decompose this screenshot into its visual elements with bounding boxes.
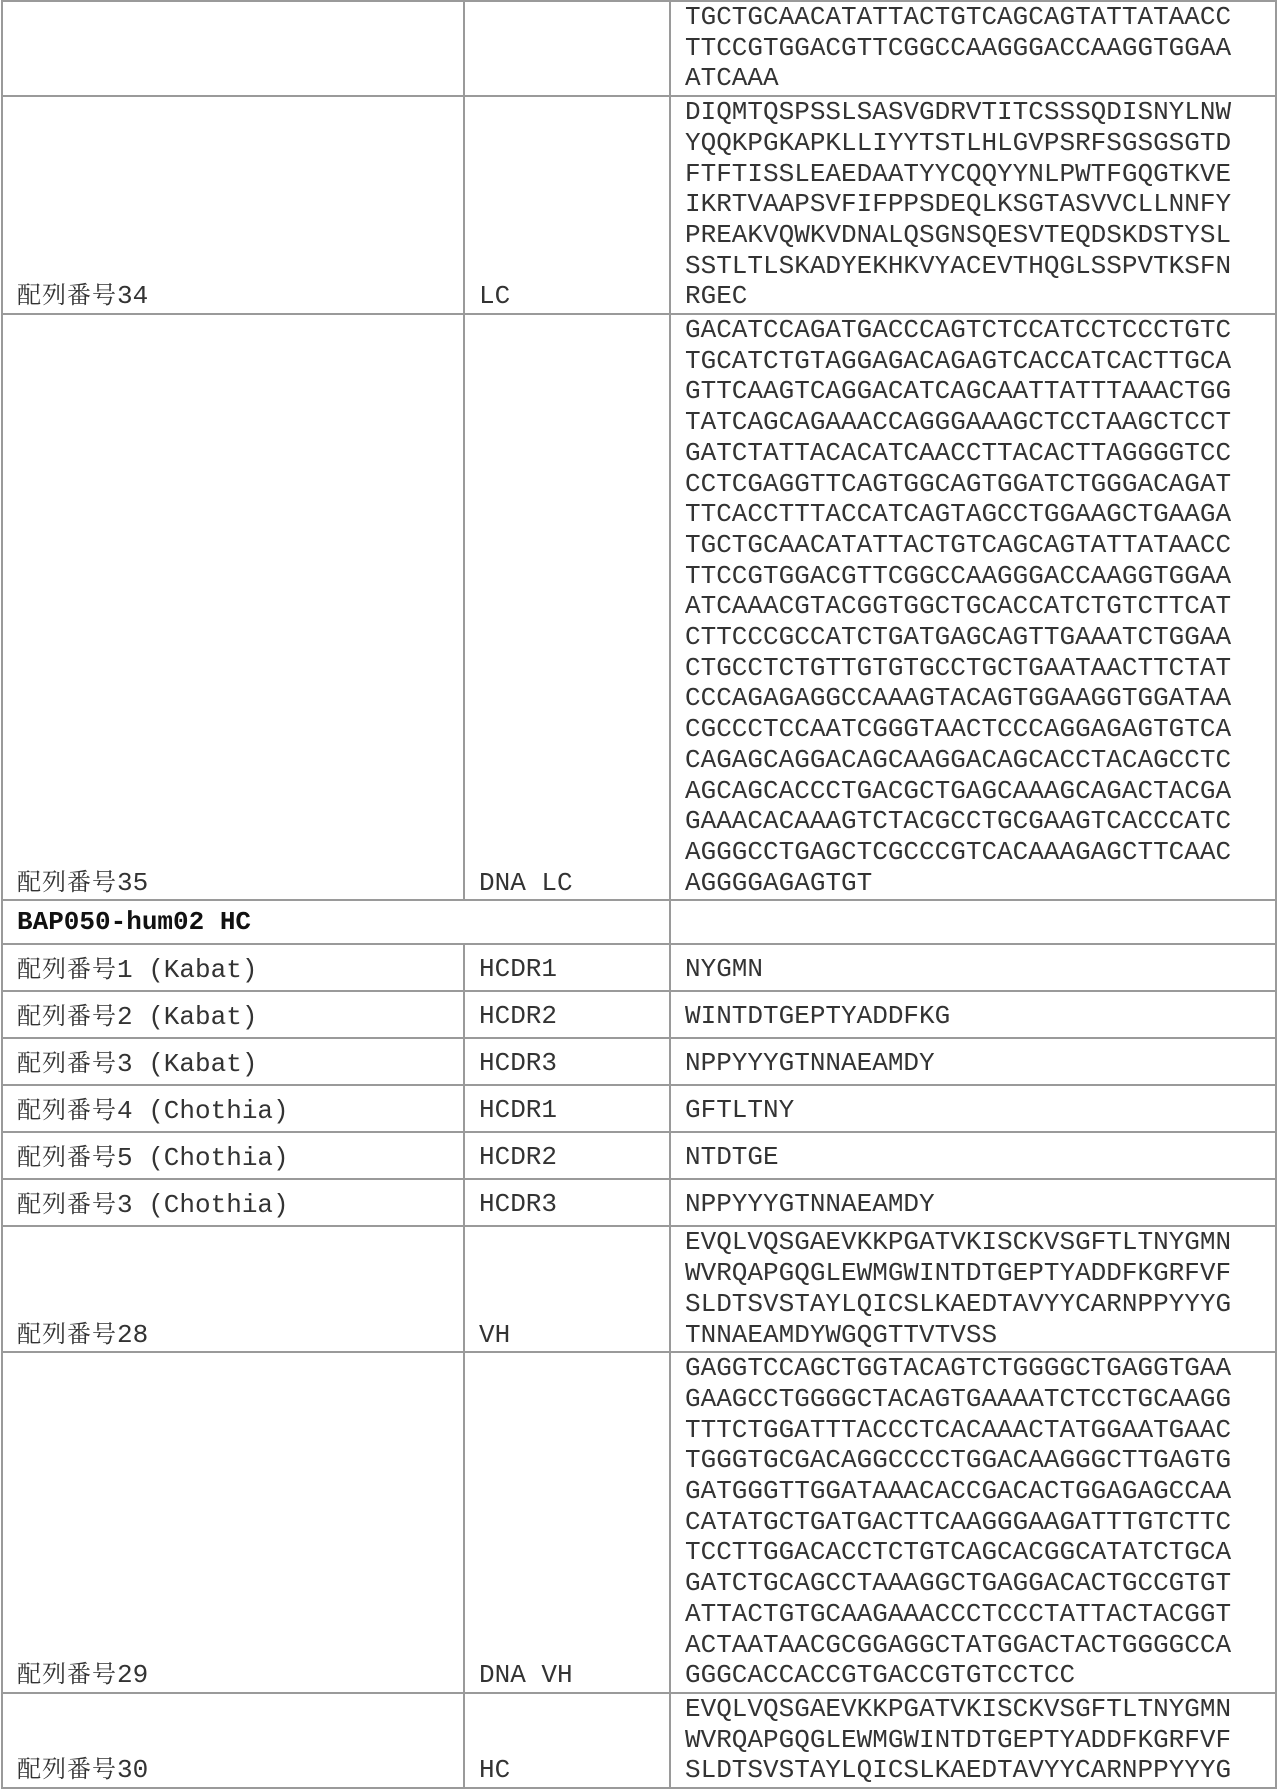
sequence-line: EVQLVQSGAEVKKPGATVKISCKVSGFTLTNYGMN — [685, 1693, 1232, 1724]
sequence-line: TGCTGCAACATATTACTGTCAGCAGTATTATAACC — [685, 2, 1232, 32]
sequence-line: DIQMTQSPSSLSASVGDRVTITCSSSQDISNYLNW — [685, 97, 1232, 128]
seq-id-prefix: 配列番号 — [17, 954, 117, 983]
seq-type-cell — [464, 1, 670, 96]
sequence-line: TTCACCTTTACCATCAGTAGCCTGGAAGCTGAAGA — [685, 499, 1232, 530]
sequence-line: FTFTISSLEAEDAATYYCQQYYNLPWTFGQGTKVE — [685, 158, 1232, 189]
seq-id-cell — [2, 1038, 464, 1085]
seq-id-prefix: 配列番号 — [17, 1048, 117, 1077]
seq-id-number: 1 (Kabat) — [117, 954, 258, 985]
sequence-line: AGGGCCTGAGCTCGCCCGTCACAAAGAGCTTCAAC — [685, 836, 1232, 867]
sequence-cell — [670, 1693, 1276, 1788]
sequence-line: RGEC — [685, 281, 748, 312]
sequence-line: GAGGTCCAGCTGGTACAGTCTGGGGCTGAGGTGAA — [685, 1353, 1232, 1384]
table-row — [2, 1179, 1276, 1226]
sequence-line: WVRQAPGQGLEWMGWINTDTGEPTYADDFKGRFVF — [685, 1724, 1232, 1755]
sequence-line: ATCAAA — [685, 63, 779, 94]
table-row — [2, 1, 1276, 96]
table-row — [2, 1038, 1276, 1085]
seq-id-number: 3 (Kabat) — [117, 1048, 258, 1079]
sequence-cell: NPPYYYGTNNAEAMDY — [670, 1038, 1276, 1085]
table-row — [2, 1085, 1276, 1132]
seq-type-cell: HCDR3 — [464, 1179, 670, 1226]
sequence-cell: WINTDTGEPTYADDFKG — [670, 991, 1276, 1038]
sequence-line: YQQKPGKAPKLLIYYTSTLHLGVPSRFSGSGSGTD — [685, 127, 1232, 158]
seq-id-cell — [2, 1226, 464, 1352]
seq-id-cell — [2, 1179, 464, 1226]
table-row — [2, 944, 1276, 991]
sequence-cell: NPPYYYGTNNAEAMDY — [670, 1179, 1276, 1226]
sequence-cell — [670, 314, 1276, 900]
seq-type-cell: HCDR1 — [464, 944, 670, 991]
seq-id-cell — [2, 1693, 464, 1788]
sequence-line: TATCAGCAGAAACCAGGGAAAGCTCCTAAGCTCCT — [685, 407, 1232, 438]
sequence-line: GATGGGTTGGATAAACACCGACACTGGAGAGCCAA — [685, 1476, 1232, 1507]
seq-type-cell: HCDR2 — [464, 1132, 670, 1179]
section-header-empty-cell — [670, 900, 1276, 944]
seq-id-number: 29 — [117, 1660, 149, 1691]
table-row — [2, 1352, 1276, 1693]
sequence-line: CATATGCTGATGACTTCAAGGGAAGATTTGTCTTC — [685, 1506, 1232, 1537]
sequence-line: GAAACACAAAGTCTACGCCTGCGAAGTCACCCATC — [685, 806, 1232, 837]
sequence-line: TNNAEAMDYWGQGTTVTVSS — [685, 1319, 998, 1350]
sequence-line: SSTLTLSKADYEKHKVYACEVTHQGLSSPVTKSFN — [685, 250, 1232, 281]
sequence-line: ATCAAACGTACGGTGGCTGCACCATCTGTCTTCAT — [685, 591, 1232, 622]
sequence-line: GTTCAAGTCAGGACATCAGCAATTATTTAAACTGG — [685, 376, 1232, 407]
seq-id-prefix: 配列番号 — [17, 1755, 117, 1784]
table-row — [2, 1693, 1276, 1788]
seq-id-cell — [2, 96, 464, 314]
sequence-cell — [670, 1352, 1276, 1693]
seq-id-number: 28 — [117, 1319, 149, 1350]
sequence-cell: GFTLTNY — [670, 1085, 1276, 1132]
seq-type-cell: HC — [464, 1693, 670, 1788]
seq-id-cell — [2, 1352, 464, 1693]
sequence-line: TTTCTGGATTTACCCTCACAAACTATGGAATGAAC — [685, 1414, 1232, 1445]
sequence-line: TTCCGTGGACGTTCGGCCAAGGGACCAAGGTGGAA — [685, 32, 1232, 63]
seq-id-cell — [2, 991, 464, 1038]
sequence-line: GATCTATTACACATCAACCTTACACTTAGGGGTCC — [685, 437, 1232, 468]
seq-id-prefix: 配列番号 — [17, 1095, 117, 1124]
seq-id-prefix: 配列番号 — [17, 281, 117, 310]
seq-id-number: 34 — [117, 281, 149, 312]
table-row — [2, 96, 1276, 314]
sequence-line: GGGCACCACCGTGACCGTGTCCTCC — [685, 1660, 1076, 1691]
seq-type-cell: DNA VH — [464, 1352, 670, 1693]
sequence-line: TCCTTGGACACCTCTGTCAGCACGGCATATCTGCA — [685, 1537, 1232, 1568]
seq-id-prefix: 配列番号 — [17, 1319, 117, 1348]
seq-id-prefix: 配列番号 — [17, 1142, 117, 1171]
sequence-line: IKRTVAAPSVFIFPPSDEQLKSGTASVVCLLNNFY — [685, 189, 1232, 220]
sequence-line: EVQLVQSGAEVKKPGATVKISCKVSGFTLTNYGMN — [685, 1227, 1232, 1258]
seq-id-number: 2 (Kabat) — [117, 1001, 258, 1032]
sequence-cell — [670, 96, 1276, 314]
sequence-line: TGCTGCAACATATTACTGTCAGCAGTATTATAACC — [685, 529, 1232, 560]
seq-type-cell: HCDR3 — [464, 1038, 670, 1085]
seq-type-cell: HCDR1 — [464, 1085, 670, 1132]
seq-id-number: 35 — [117, 867, 149, 898]
sequence-line: SLDTSVSTAYLQICSLKAEDTAVYYCARNPPYYYG — [685, 1288, 1232, 1319]
sequence-line: SLDTSVSTAYLQICSLKAEDTAVYYCARNPPYYYG — [685, 1755, 1232, 1786]
table-row — [2, 1226, 1276, 1352]
seq-id-cell — [2, 314, 464, 900]
seq-id-prefix: 配列番号 — [17, 1001, 117, 1030]
sequence-line: GACATCCAGATGACCCAGTCTCCATCCTCCCTGTC — [685, 315, 1232, 346]
sequence-cell: NTDTGE — [670, 1132, 1276, 1179]
seq-id-number: 5 (Chothia) — [117, 1142, 289, 1173]
seq-id-cell — [2, 1, 464, 96]
sequence-cell — [670, 1, 1276, 96]
sequence-line: CCTCGAGGTTCAGTGGCAGTGGATCTGGGACAGAT — [685, 468, 1232, 499]
seq-id-number: 4 (Chothia) — [117, 1095, 289, 1126]
sequence-cell: NYGMN — [670, 944, 1276, 991]
seq-id-cell — [2, 1085, 464, 1132]
section-header: BAP050-hum02 HC — [2, 900, 670, 944]
sequence-line: ACTAATAACGCGGAGGCTATGGACTACTGGGGCCA — [685, 1629, 1232, 1660]
sequence-line: TTCCGTGGACGTTCGGCCAAGGGACCAAGGTGGAA — [685, 560, 1232, 591]
sequence-line: GATCTGCAGCCTAAAGGCTGAGGACACTGCCGTGT — [685, 1568, 1232, 1599]
seq-id-prefix: 配列番号 — [17, 1189, 117, 1218]
seq-type-cell: HCDR2 — [464, 991, 670, 1038]
sequence-line: CAGAGCAGGACAGCAAGGACAGCACCTACAGCCTC — [685, 744, 1232, 775]
seq-type-cell: VH — [464, 1226, 670, 1352]
sequence-line: AGGGGAGAGTGT — [685, 867, 873, 898]
sequence-line: PREAKVQWKVDNALQSGNSQESVTEQDSKDSTYSL — [685, 219, 1232, 250]
sequence-line: CGCCCTCCAATCGGGTAACTCCCAGGAGAGTGTCA — [685, 714, 1232, 745]
table-row — [2, 1132, 1276, 1179]
sequence-line: CTGCCTCTGTTGTGTGCCTGCTGAATAACTTCTAT — [685, 652, 1232, 683]
seq-id-number: 3 (Chothia) — [117, 1189, 289, 1220]
section-header-row — [2, 900, 1276, 944]
sequence-line: AGCAGCACCCTGACGCTGAGCAAAGCAGACTACGA — [685, 775, 1232, 806]
sequence-line: GAAGCCTGGGGCTACAGTGAAAATCTCCTGCAAGG — [685, 1383, 1232, 1414]
sequence-cell — [670, 1226, 1276, 1352]
seq-id-cell — [2, 1132, 464, 1179]
table-row — [2, 991, 1276, 1038]
seq-id-prefix: 配列番号 — [17, 867, 117, 896]
sequence-table — [1, 0, 1277, 1789]
seq-id-number: 30 — [117, 1755, 149, 1786]
seq-type-cell: DNA LC — [464, 314, 670, 900]
seq-id-cell — [2, 944, 464, 991]
sequence-line: CTTCCCGCCATCTGATGAGCAGTTGAAATCTGGAA — [685, 622, 1232, 653]
sequence-line: TGCATCTGTAGGAGACAGAGTCACCATCACTTGCA — [685, 345, 1232, 376]
sequence-line: TGGGTGCGACAGGCCCCTGGACAAGGGCTTGAGTG — [685, 1445, 1232, 1476]
seq-type-cell: LC — [464, 96, 670, 314]
sequence-line: ATTACTGTGCAAGAAACCCTCCCTATTACTACGGT — [685, 1598, 1232, 1629]
seq-id-prefix: 配列番号 — [17, 1660, 117, 1689]
table-row — [2, 314, 1276, 900]
sequence-line: CCCAGAGAGGCCAAAGTACAGTGGAAGGTGGATAA — [685, 683, 1232, 714]
sequence-line: WVRQAPGQGLEWMGWINTDTGEPTYADDFKGRFVF — [685, 1258, 1232, 1289]
